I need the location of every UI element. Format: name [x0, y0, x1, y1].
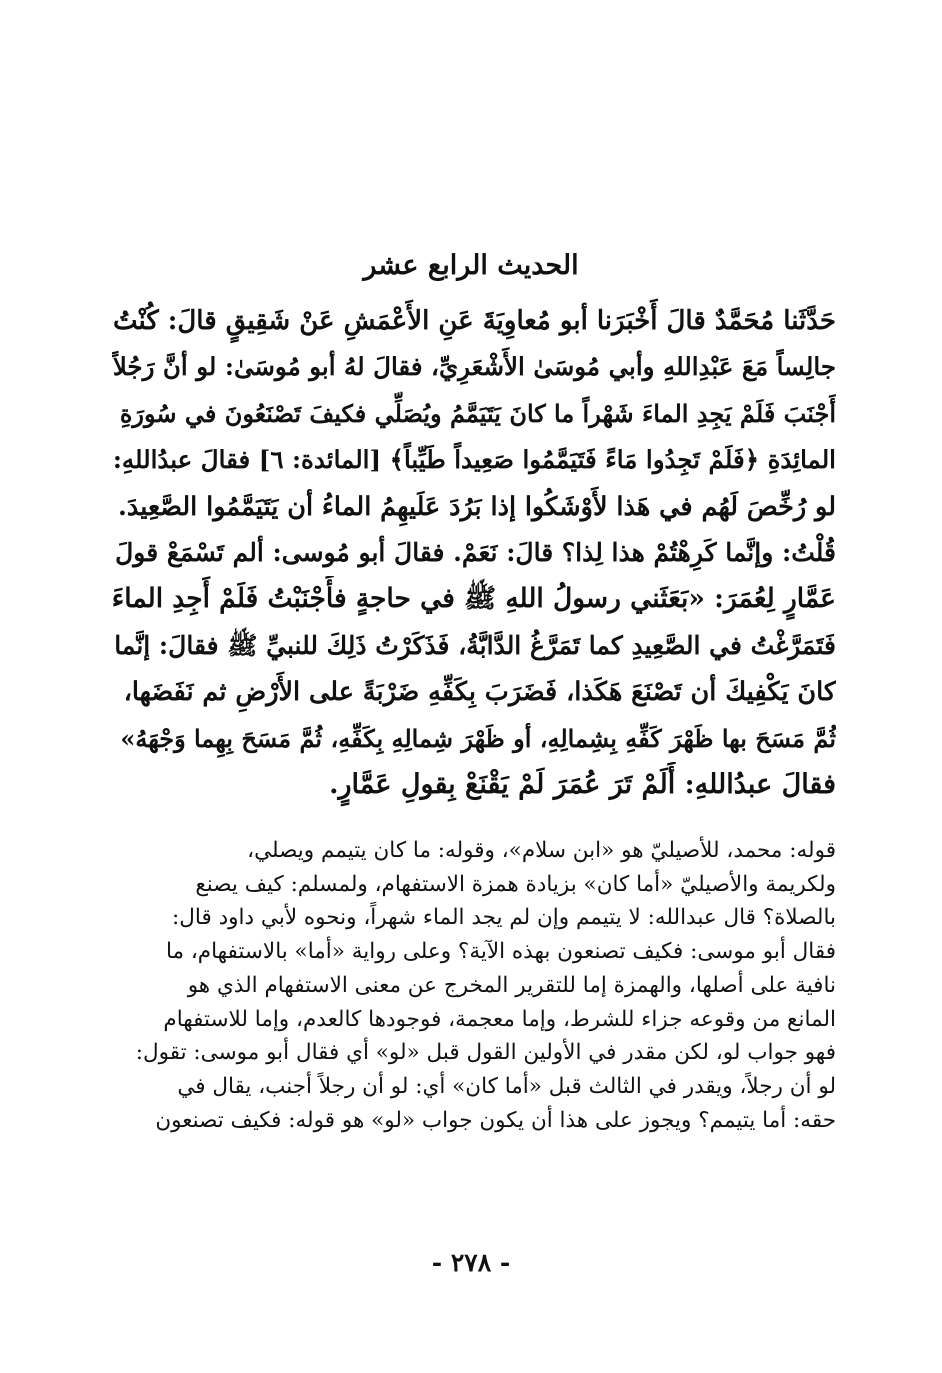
- commentary-text: [112, 834, 836, 1137]
- hadith-line: فقالَ عبدُاللهِ: أَلَمْ تَرَ عُمَرَ لَمْ يَقْنَعْ بِقولِ عَمَّارٍ.: [329, 769, 836, 801]
- hadith-line: ثُمَّ مَسَحَ بها ظَهْرَ كَفِّهِ بِشِمالِهِ، أو ظَهْرَ شِمالِهِ بِكَفِّهِ، ثُمَّ مَسَحَ بِهِما وَجْهَهُ»: [120, 723, 836, 753]
- hadith-line: كانَ يَكْفِيكَ أن تَصْنَعَ هَكَذا، فَضَرَبَ بِكَفِّهِ ضَرْبَةً على الأَرْضِ ثم نَفَضَها،: [123, 677, 836, 708]
- commentary-line: لو أن رجلاً، ويقدر في الثالث قبل «أما كان» أي: لو أن رجلاً أجنب، يقال في: [177, 1073, 836, 1099]
- hadith-line: قُلْتُ: وإنَّما كَرِهْتُمْ هذا لِذا؟ قالَ: نَعَمْ. فقالَ أبو مُوسى: ألم تَسْمَعْ قولَ: [115, 538, 836, 568]
- commentary-line: قوله: محمد، للأصيليّ هو «ابن سلام»، وقوله: ما كان يتيمم ويصلي،: [247, 838, 836, 863]
- hadith-line: أَجْنَبَ فَلَمْ يَجِدِ الماءَ شَهْراً ما كانَ يَتَيَمَّمُ ويُصَلِّي فكيفَ تَصْنَعُونَ في سُورَةِ: [119, 398, 836, 428]
- commentary-line: فقال أبو موسى: فكيف تصنعون بهذه الآية؟ وعلى رواية «أما» بالاستفهام، ما: [165, 939, 836, 965]
- hadith-line: حَدَّثَنا مُحَمَّدٌ قالَ أَخْبَرَنا أبو مُعاوِيَةَ عَنِ الأَعْمَشِ عَنْ شَقِيقٍ قالَ: كُنْتُ: [113, 306, 836, 336]
- hadith-line: لو رُخِّصَ لَهُم في هَذا لأَوْشَكُوا إذا بَرُدَ عَلَيهِمُ الماءُ أن يَتَيَمَّمُوا الصَّعِيدَ.: [118, 491, 836, 522]
- hadith-line: المائِدَةِ ﴿فَلَمْ تَجِدُوا مَاءً فَتَيَمَّمُوا صَعِيداً طَيِّباً﴾ [المائدة: ٦] فقالَ عبدُاللهِ:: [112, 445, 836, 475]
- hadith-line: جالِساً مَعَ عَبْدِاللهِ وأبي مُوسَىٰ الأَشْعَرِيِّ، فقالَ لهُ أبو مُوسَىٰ: لو أنَّ رَجُلاً: [112, 352, 836, 382]
- commentary-line: فهو جواب لو، لكن مقدر في الأولين القول قبل «لو» أي فقال أبو موسى: تقول:: [135, 1040, 836, 1066]
- commentary-line: نافية على أصلها، والهمزة إما للتقرير المخرج عن معنى الاستفهام الذي هو: [187, 972, 836, 998]
- commentary-line: ولكريمة والأصيليّ «أما كان» بزيادة همزة الاستفهام، ولمسلم: كيف يصنع: [195, 871, 836, 897]
- commentary-line: حقه: أما يتيمم؟ ويجوز على هذا أن يكون جواب «لو» هو قوله: فكيف تصنعون: [155, 1107, 836, 1133]
- hadith-line: فَتَمَرَّغْتُ في الصَّعِيدِ كما تَمَرَّغُ الدَّابَّةُ، فَذَكَرْتُ ذَلِكَ للنبيِّ ﷺ فقالَ: إنَّما: [114, 630, 836, 660]
- commentary-line: المانع من وقوعه جزاء للشرط، وإما معجمة، فوجودها كالعدم، وإما للاستفهام: [163, 1006, 836, 1032]
- commentary-line: بالصلاة؟ قال عبدالله: لا يتيمم وإن لم يجد الماء شهراً، ونحوه لأبي داود قال:: [172, 905, 836, 931]
- hadith-title: الحديث الرابع عشر: [363, 250, 579, 281]
- hadith-text: [112, 298, 836, 808]
- page-number: - ٢٧٨ -: [431, 1248, 511, 1277]
- hadith-line: عَمَّارٍ لِعُمَرَ: «بَعَثَني رسولُ اللهِ ﷺ في حاجةٍ فأَجْنَبْتُ فَلَمْ أَجِدِ الماءَ: [112, 583, 836, 615]
